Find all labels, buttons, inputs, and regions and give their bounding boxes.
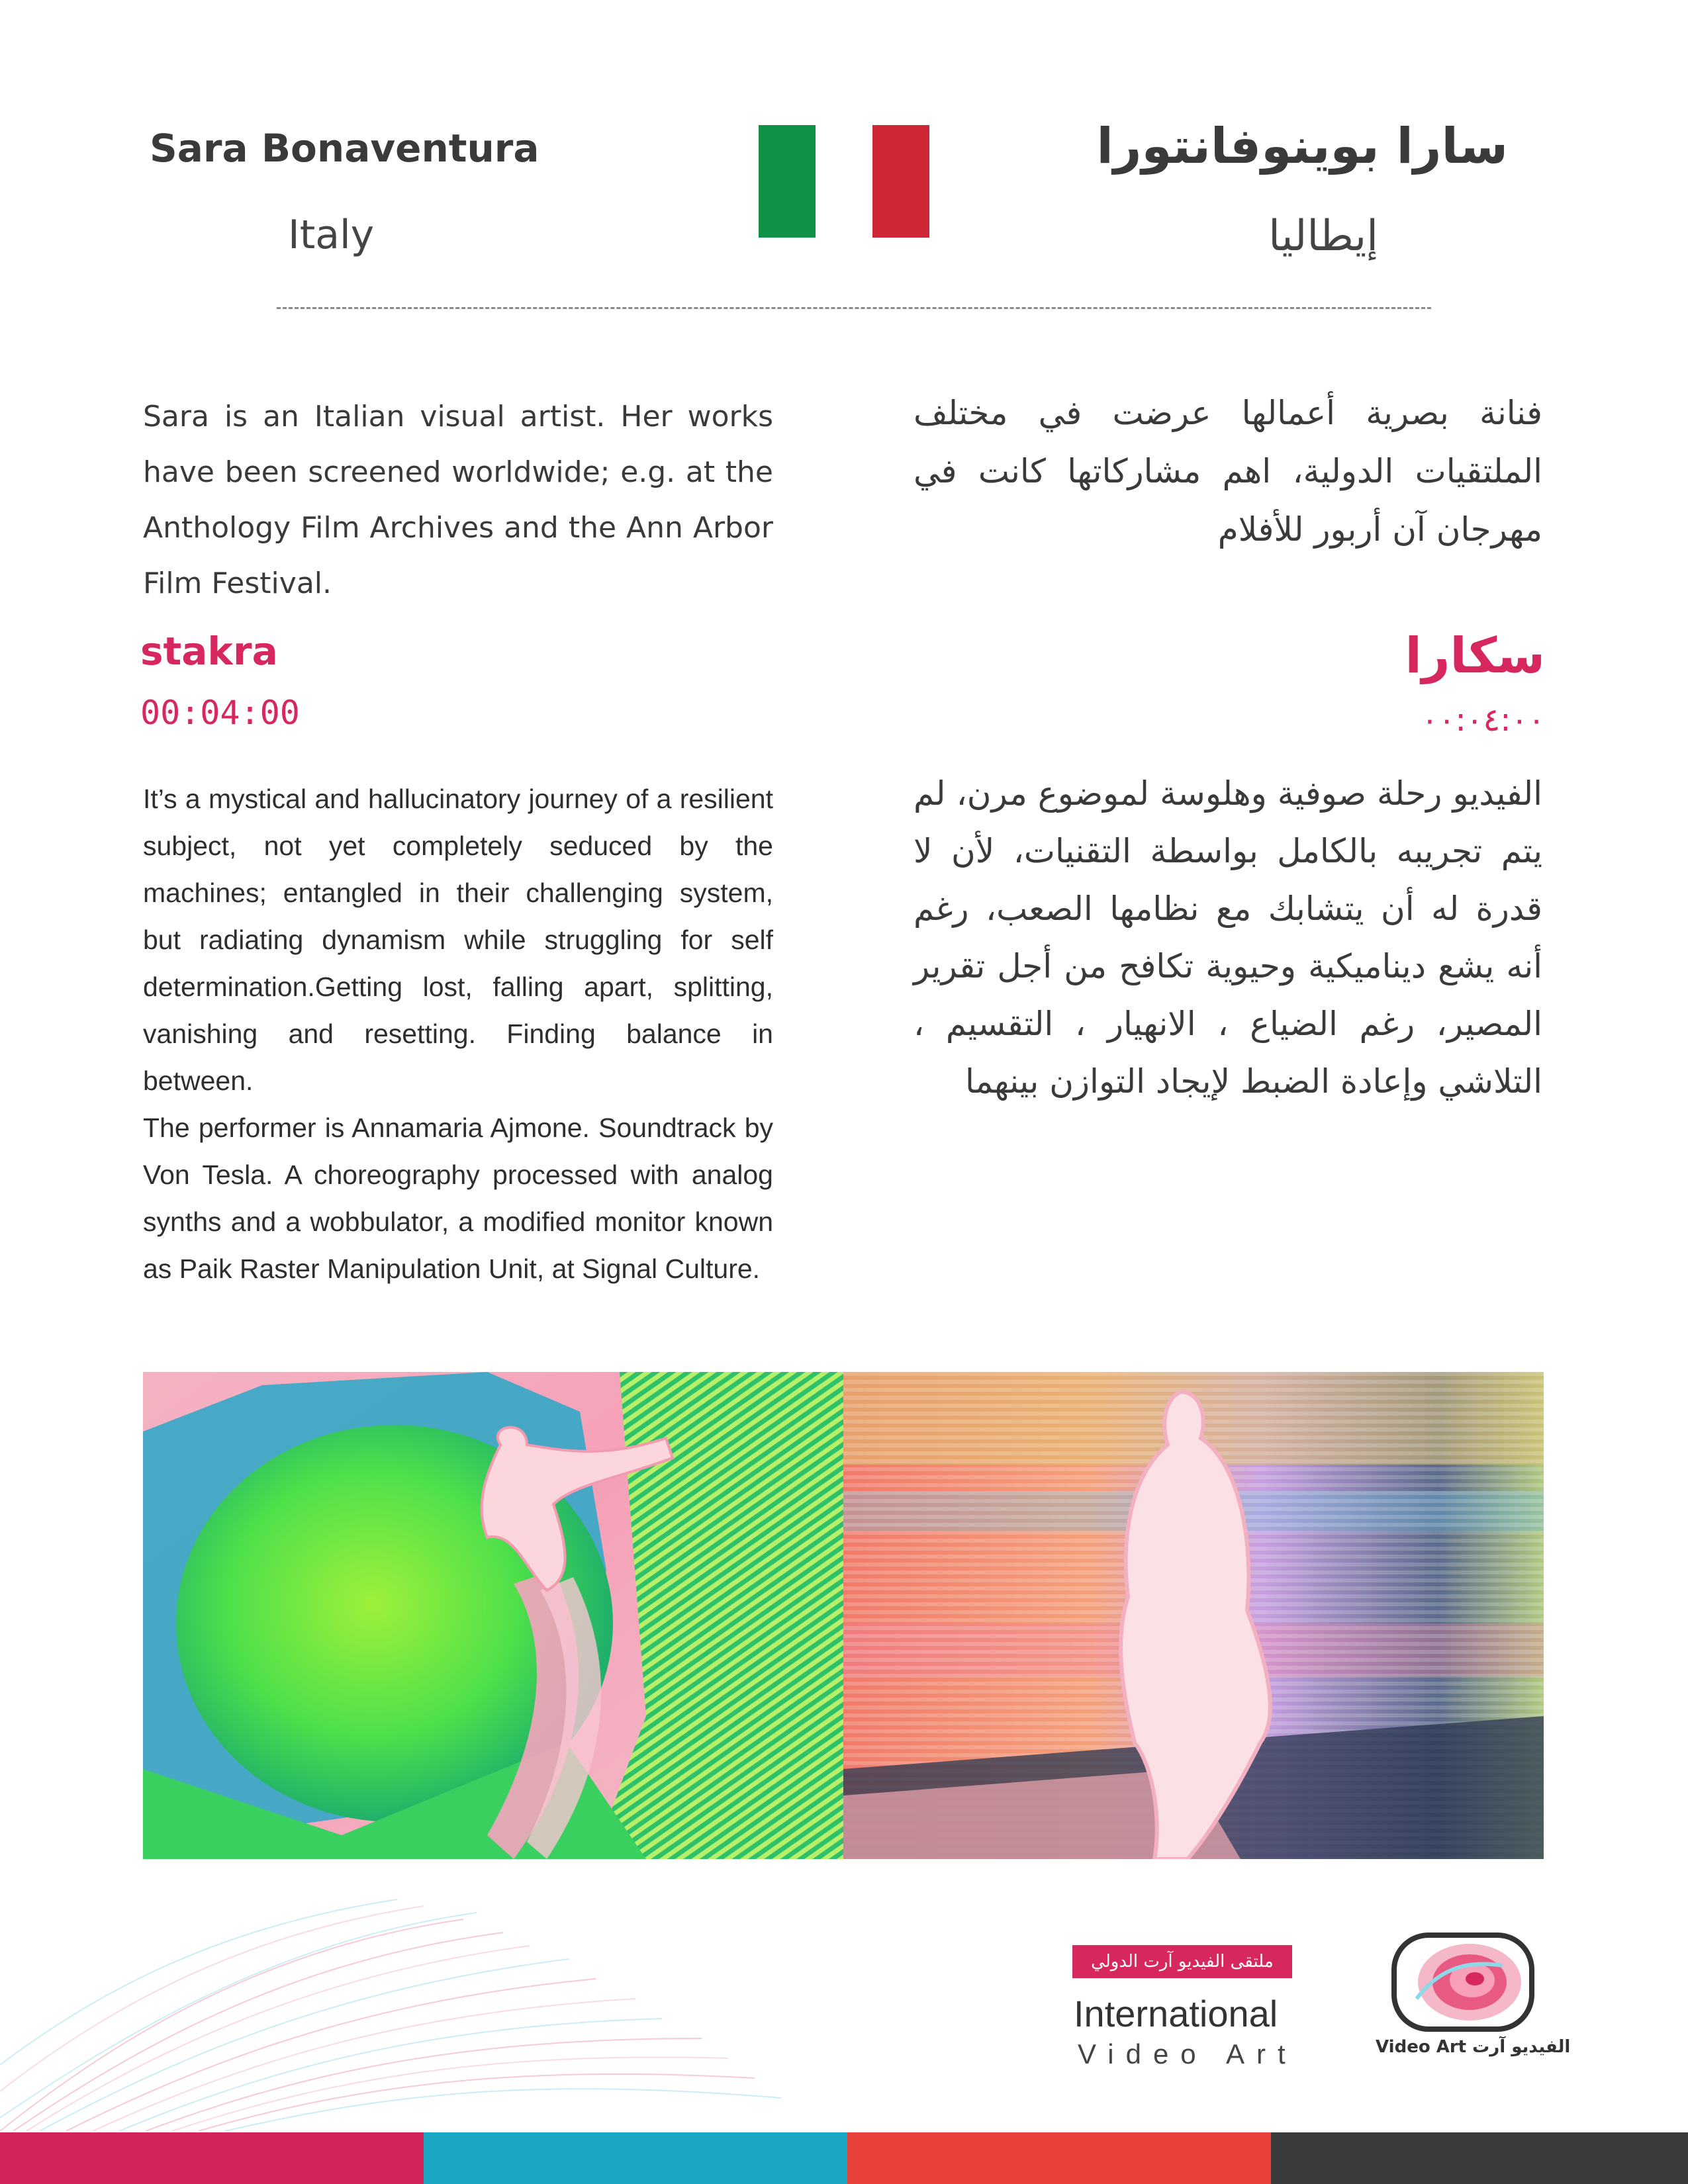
festival-label-ar: ملتقى الفيديو آرت الدولي: [1072, 1945, 1292, 1978]
description-paragraph-2: The performer is Annamaria Ajmone. Soundtrack by Von Tesla. A choreography processed with analog synths and a wobbulator, a modified monitor known as Paik Raster Manipulation Unit, at Signal Culture.: [143, 1113, 773, 1284]
work-duration-en: 00:04:00: [140, 694, 300, 732]
work-title-en: stakra: [140, 629, 278, 674]
work-description-en: [143, 776, 773, 1293]
color-bar-pink: [0, 2132, 424, 2184]
color-bars: [0, 2132, 1688, 2184]
country-en: Italy: [288, 212, 375, 258]
bio-en: Sara is an Italian visual artist. Her works have been screened worldwide; e.g. at the Anthology Film Archives and the Ann Arbor Film Festival.: [143, 400, 773, 600]
film-still-right: [843, 1372, 1544, 1859]
work-title-ar: سكارا: [1405, 627, 1545, 684]
italy-flag: [759, 125, 929, 238]
festival-international-text: International: [1074, 1993, 1278, 2034]
work-duration-ar: ٠٠:٠٤:٠٠: [1421, 702, 1545, 739]
artist-name-ar: سارا بوينوفانتورا: [1096, 118, 1508, 175]
color-bar-dark: [1271, 2132, 1688, 2184]
country-ar: إيطاليا: [1268, 212, 1378, 261]
dashed-divider: [277, 307, 1431, 309]
festival-video-art-text: Video Art: [1078, 2038, 1297, 2070]
video-art-logo-icon: [1390, 1933, 1536, 2032]
bio-ar: فنانة بصرية أعمالها عرضت في مختلف الملتقيات الدولية، اهم مشاركاتها كانت في مهرجان آن أربور للأفلام: [914, 394, 1542, 549]
logo-caption: Video Art الفيديو آرت: [1376, 2037, 1571, 2057]
work-description-ar: الفيديو رحلة صوفية وهلوسة لموضوع مرن، لم يتم تجريبه بالكامل بواسطة التقنيات، لأن لا قدرة له أن يتشابك مع نظامها الصعب، رغم أنه يشع ديناميكية وحيوية تكافح من أجل تقرير المصير، رغم الضياع ، الانهيار ، التقسيم ، التلاشي وإعادة الضبط لإيجاد التوازن بينهما: [914, 774, 1542, 1101]
artist-name-en: Sara Bonaventura: [150, 126, 539, 171]
description-paragraph-1: It’s a mystical and hallucinatory journey of a resilient subject, not yet completely seduced by the machines; entangled in their challenging system, but radiating dynamism while struggling for self determination.Getting lost, falling apart, splitting, vanishing and resetting. Finding balance in between.: [143, 784, 773, 1096]
film-still-left: [143, 1372, 843, 1859]
flag-green-stripe: [759, 125, 816, 238]
color-bar-red: [847, 2132, 1271, 2184]
flag-red-stripe: [872, 125, 929, 238]
flag-white-stripe: [816, 125, 872, 238]
color-bar-cyan: [424, 2132, 847, 2184]
